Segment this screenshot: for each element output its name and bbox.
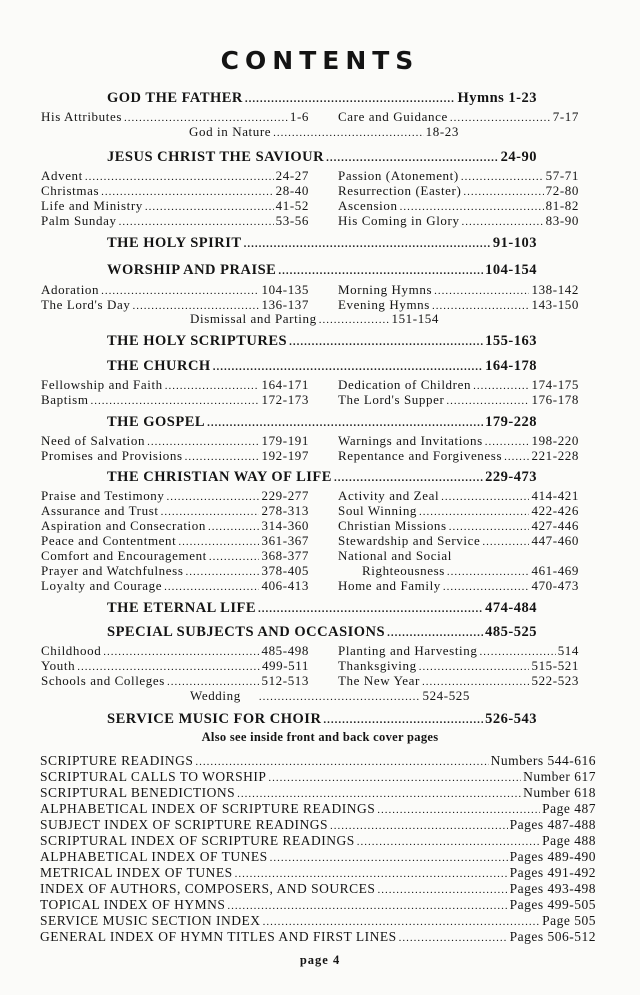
- section-title: THE CHURCH: [107, 358, 211, 374]
- toc-entry: Baptism ..... 172-173: [41, 392, 309, 408]
- toc-entry: National and Social: [338, 548, 452, 563]
- section-ref: 485-525: [485, 624, 537, 640]
- section-heading: [107, 414, 537, 431]
- section-ref: 155-163: [485, 333, 537, 349]
- toc-entry: Schools and Colleges ..... 512-513: [41, 673, 309, 689]
- section-heading: [107, 711, 537, 728]
- toc-entry: Ascension ..... 81-82: [338, 198, 579, 214]
- section-title: SPECIAL SUBJECTS AND OCCASIONS: [107, 624, 386, 640]
- section-title: THE HOLY SPIRIT: [107, 235, 242, 251]
- toc-entry: The New Year ..... 522-523: [338, 673, 579, 689]
- toc-entry: Life and Ministry ..... 41-52: [41, 198, 309, 214]
- section-title: WORSHIP AND PRAISE: [107, 262, 277, 278]
- cover-note: Also see inside front and back cover pages: [201, 730, 439, 744]
- toc-entry: Care and Guidance ..... 7-17: [338, 109, 579, 125]
- toc-entry: Passion (Atonement) ..... 57-71: [338, 168, 579, 184]
- toc-entry: Repentance and Forgiveness ..... 221-228: [338, 448, 579, 464]
- toc-entry: The Lord's Supper ..... 176-178: [338, 392, 579, 408]
- toc-entry: Prayer and Watchfulness ..... 378-405: [41, 563, 309, 579]
- section-ref: 179-228: [485, 414, 537, 430]
- toc-entry: Dismissal and Parting ..... 151-154: [190, 311, 439, 327]
- toc-entry: Assurance and Trust ..... 278-313: [41, 503, 309, 519]
- index-entry: TOPICAL INDEX OF HYMNS ..... Pages 499-505: [40, 897, 596, 913]
- toc-entry: Home and Family ..... 470-473: [338, 578, 579, 594]
- section-heading: [107, 149, 537, 166]
- toc-entry: Palm Sunday ..... 53-56: [41, 213, 309, 229]
- toc-entry: The Lord's Day ..... 136-137: [41, 297, 309, 313]
- toc-entry: Advent ..... 24-27: [41, 168, 309, 184]
- toc-entry: Praise and Testimony ..... 229-277: [41, 488, 309, 504]
- index-entry: SERVICE MUSIC SECTION INDEX ..... Page 505: [40, 913, 596, 929]
- toc-entry: His Attributes ..... 1-6: [41, 109, 309, 125]
- toc-entry: Activity and Zeal ..... 414-421: [338, 488, 579, 504]
- toc-entry: His Coming in Glory ..... 83-90: [338, 213, 579, 229]
- section-heading: [107, 235, 537, 252]
- toc-entry: Stewardship and Service ..... 447-460: [338, 533, 579, 549]
- index-entry: GENERAL INDEX OF HYMN TITLES AND FIRST LINES ..... Pages 506-512: [40, 929, 596, 945]
- toc-entry: Morning Hymns ..... 138-142: [338, 282, 579, 298]
- index-entry: SCRIPTURAL INDEX OF SCRIPTURE READINGS ..... Page 488: [40, 833, 596, 849]
- section-title: THE HOLY SCRIPTURES: [107, 333, 288, 349]
- section-ref: 91-103: [492, 235, 537, 251]
- toc-entry: Promises and Provisions ..... 192-197: [41, 448, 309, 464]
- toc-entry: Resurrection (Easter) ..... 72-80: [338, 183, 579, 199]
- toc-entry: Loyalty and Courage ..... 406-413: [41, 578, 309, 594]
- section-heading: [107, 600, 537, 617]
- section-ref: 24-90: [500, 149, 537, 165]
- toc-entry: Need of Salvation ..... 179-191: [41, 433, 309, 449]
- section-heading: [107, 358, 537, 375]
- index-entry: ALPHABETICAL INDEX OF SCRIPTURE READINGS ..... Page 487: [40, 801, 596, 817]
- section-ref: 526-543: [485, 711, 537, 727]
- section-ref: 474-484: [485, 600, 537, 616]
- section-heading: [107, 90, 537, 107]
- section-title: THE ETERNAL LIFE: [107, 600, 257, 616]
- toc-entry: Fellowship and Faith ..... 164-171: [41, 377, 309, 393]
- toc-entry: Aspiration and Consecration ..... 314-360: [41, 518, 309, 534]
- toc-entry: Christian Missions ..... 427-446: [338, 518, 579, 534]
- section-heading: [107, 469, 537, 486]
- section-ref: 104-154: [485, 262, 537, 278]
- page-number: page 4: [299, 953, 341, 967]
- index-entry: INDEX OF AUTHORS, COMPOSERS, AND SOURCES ..... Pages 493-498: [40, 881, 596, 897]
- toc-entry: Thanksgiving ..... 515-521: [338, 658, 579, 674]
- toc-entry: Soul Winning ..... 422-426: [338, 503, 579, 519]
- toc-entry: Youth ..... 499-511: [41, 658, 309, 674]
- section-ref: Hymns 1-23: [457, 90, 537, 106]
- index-entry: ALPHABETICAL INDEX OF TUNES ..... Pages 489-490: [40, 849, 596, 865]
- toc-entry: Comfort and Encouragement ..... 368-377: [41, 548, 309, 564]
- toc-entry: God in Nature ..... 18-23: [189, 124, 459, 140]
- section-title: SERVICE MUSIC FOR CHOIR: [107, 711, 322, 727]
- section-heading: [107, 333, 537, 350]
- toc-entry: Evening Hymns ..... 143-150: [338, 297, 579, 313]
- page-title: CONTENTS: [220, 46, 420, 75]
- toc-entry: Adoration ..... 104-135: [41, 282, 309, 298]
- toc-entry: Warnings and Invitations ..... 198-220: [338, 433, 579, 449]
- section-heading: [107, 262, 537, 279]
- section-ref: 164-178: [485, 358, 537, 374]
- toc-entry: Planting and Harvesting ..... 514: [338, 643, 579, 659]
- index-entry: SCRIPTURAL BENEDICTIONS ..... Number 618: [40, 785, 596, 801]
- toc-entry: Wedding ..... 524-525: [190, 688, 470, 704]
- index-entry: METRICAL INDEX OF TUNES ..... Pages 491-492: [40, 865, 596, 881]
- index-entry: SUBJECT INDEX OF SCRIPTURE READINGS ..... Pages 487-488: [40, 817, 596, 833]
- section-heading: [107, 624, 537, 641]
- section-title: JESUS CHRIST THE SAVIOUR: [107, 149, 325, 165]
- toc-entry: Peace and Contentment ..... 361-367: [41, 533, 309, 549]
- section-ref: 229-473: [485, 469, 537, 485]
- section-title: THE GOSPEL: [107, 414, 206, 430]
- section-title: GOD THE FATHER: [107, 90, 243, 106]
- section-title: THE CHRISTIAN WAY OF LIFE: [107, 469, 332, 485]
- index-entry: SCRIPTURAL CALLS TO WORSHIP ..... Number 617: [40, 769, 596, 785]
- toc-entry: Righteousness ..... 461-469: [362, 563, 579, 579]
- index-entry: SCRIPTURE READINGS ..... Numbers 544-616: [40, 753, 596, 769]
- toc-entry: Childhood ..... 485-498: [41, 643, 309, 659]
- toc-entry: Dedication of Children ..... 174-175: [338, 377, 579, 393]
- toc-entry: Christmas ..... 28-40: [41, 183, 309, 199]
